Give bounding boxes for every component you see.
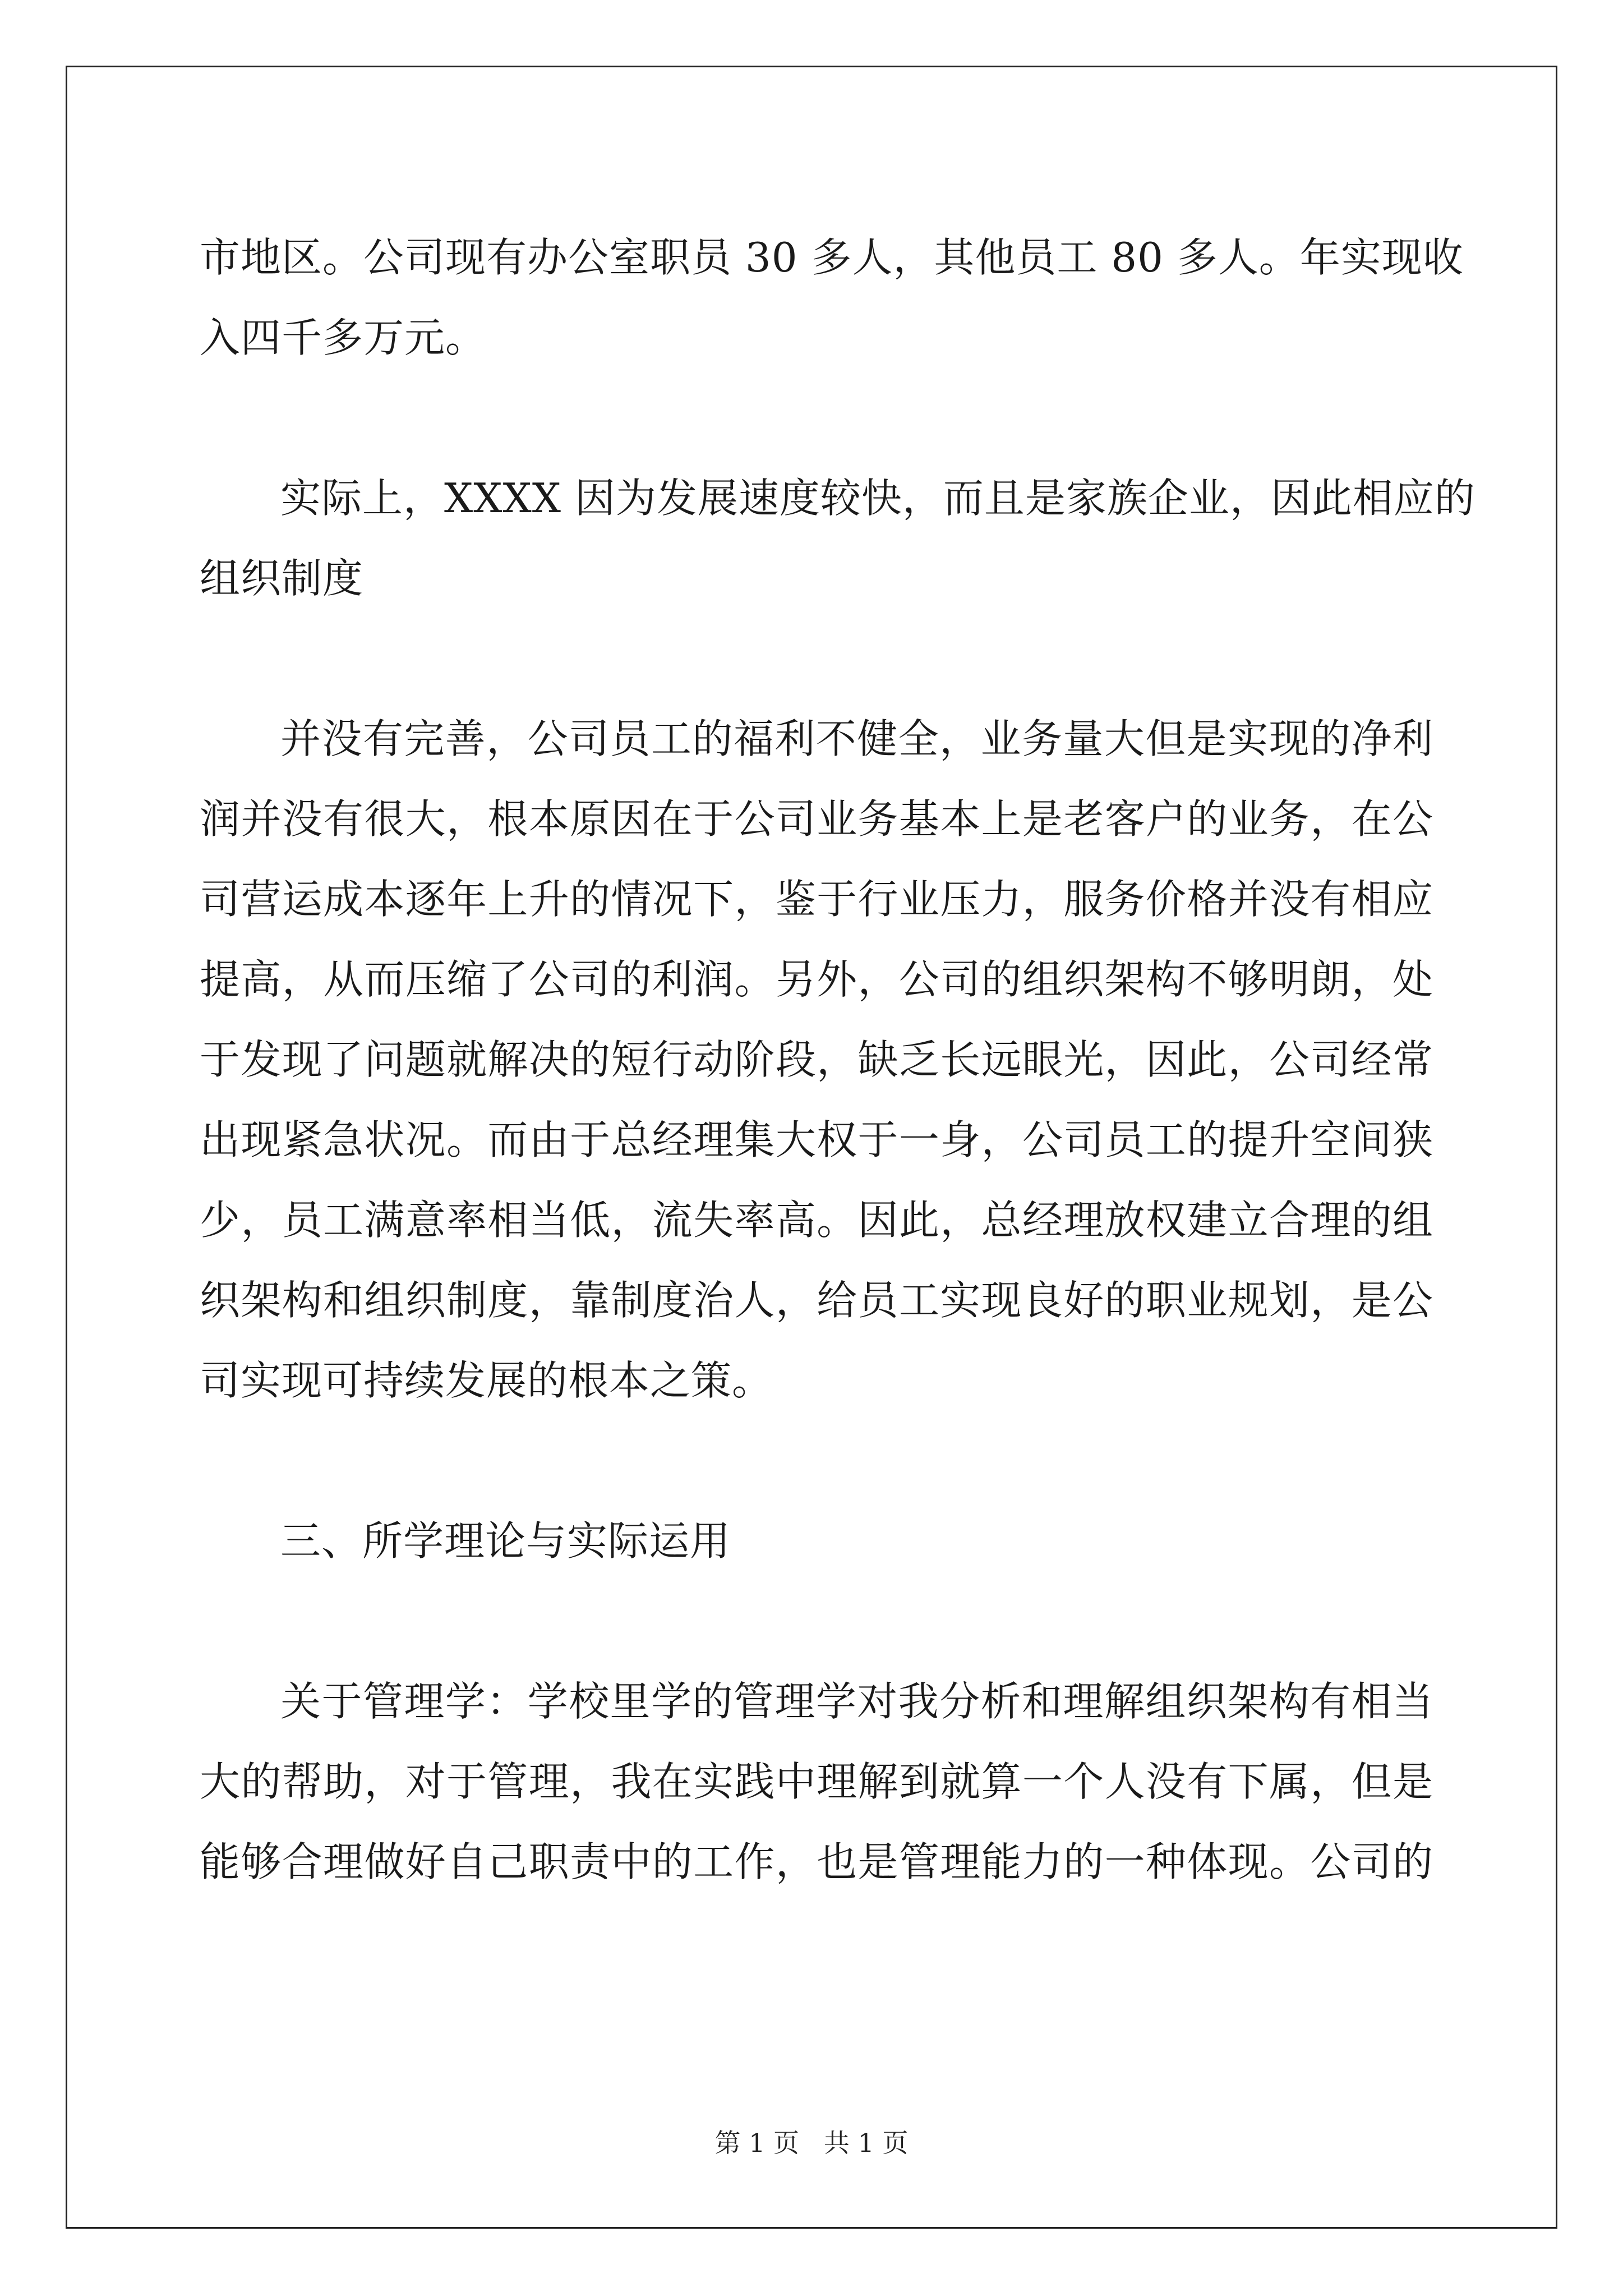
paragraph-start-line: 并没有完善，公司员工的福利不健全，业务量大但是实现的净利 bbox=[280, 715, 1433, 762]
text-line: 能够合理做好自己职责中的工作，也是管理能力的一种体现。公司的 bbox=[200, 1838, 1433, 1885]
page-number-footer: 第 1 页 共 1 页 bbox=[714, 2128, 909, 2158]
text-line: 润并没有很大，根本原因在于公司业务基本上是老客户的业务，在公 bbox=[200, 795, 1433, 843]
text-line: 大的帮助，对于管理，我在实践中理解到就算一个人没有下属，但是 bbox=[200, 1758, 1433, 1805]
text-line: 司营运成本逐年上升的情况下，鉴于行业压力，服务价格并没有相应 bbox=[200, 876, 1433, 923]
text-line: 组织制度 bbox=[200, 555, 364, 602]
section-heading: 三、所学理论与实际运用 bbox=[280, 1517, 731, 1565]
text-line: 于发现了问题就解决的短行动阶段，缺乏长远眼光，因此，公司经常 bbox=[200, 1036, 1433, 1083]
paragraph-start-line: 关于管理学：学校里学的管理学对我分析和理解组织架构有相当 bbox=[280, 1678, 1433, 1725]
text-line: 少，员工满意率相当低，流失率高。因此，总经理放权建立合理的组 bbox=[200, 1197, 1433, 1244]
text-line: 市地区。公司现有办公室职员 30 多人，其他员工 80 多人。年实现收 bbox=[200, 234, 1464, 281]
text-line: 织架构和组织制度，靠制度治人，给员工实现良好的职业规划，是公 bbox=[200, 1277, 1433, 1324]
text-line: 司实现可持续发展的根本之策。 bbox=[200, 1357, 773, 1404]
document-body bbox=[200, 218, 1476, 1902]
paragraph-start-line: 实际上，XXXX 因为发展速度较快，而且是家族企业，因此相应的 bbox=[280, 475, 1476, 522]
text-line: 提高，从而压缩了公司的利润。另外，公司的组织架构不够明朗，处 bbox=[200, 956, 1433, 1003]
text-line: 出现紧急状况。而由于总经理集大权于一身，公司员工的提升空间狭 bbox=[200, 1116, 1433, 1163]
text-line: 入四千多万元。 bbox=[200, 314, 487, 361]
